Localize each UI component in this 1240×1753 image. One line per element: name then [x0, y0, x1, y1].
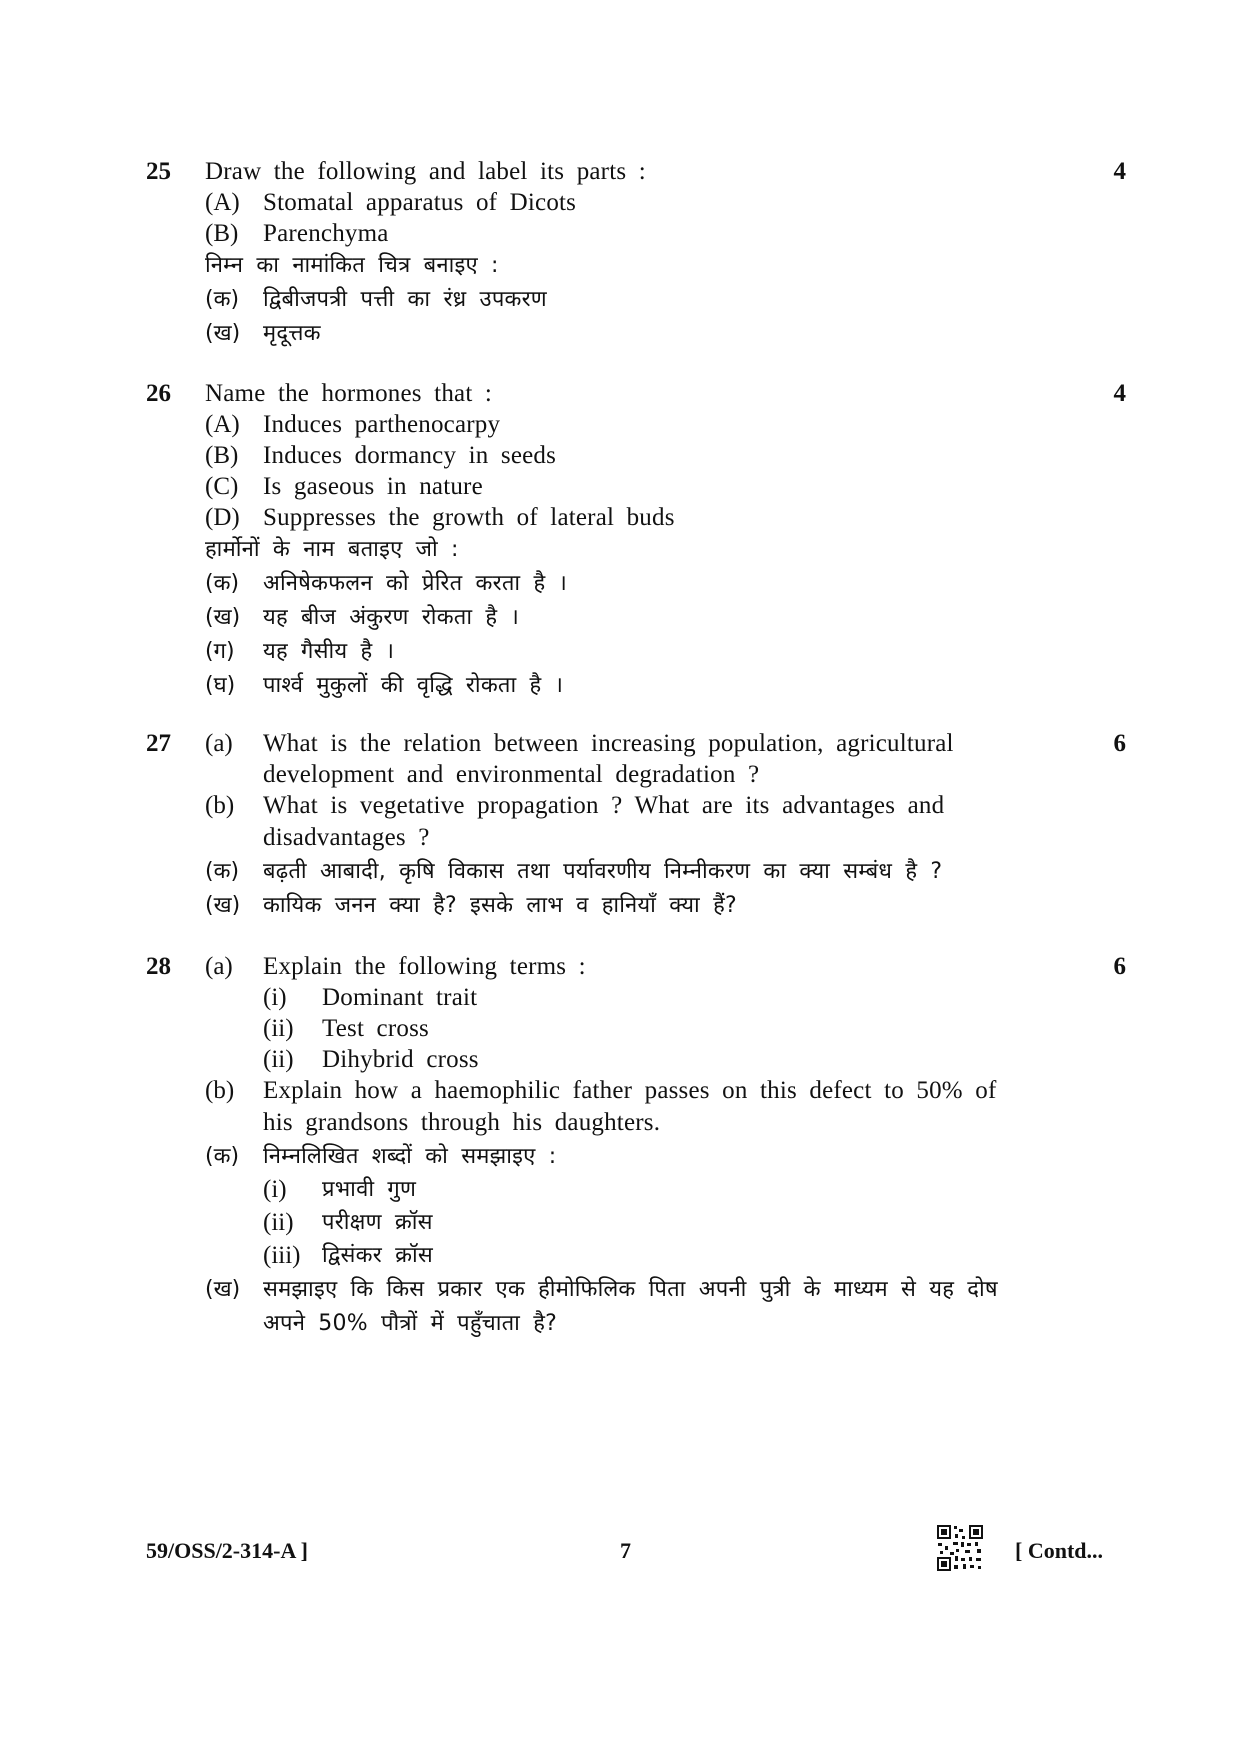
question-marks: 6 — [1113, 953, 1126, 980]
hindi-part-text: बढ़ती आबादी, कृषि विकास तथा पर्यावरणीय निम्नीकरण का क्या सम्बंध है ? — [263, 859, 943, 884]
hindi-option-text: अनिषेकफलन को प्रेरित करता है । — [263, 571, 568, 596]
option-text: Induces dormancy in seeds — [263, 442, 557, 469]
part-label: (a) — [205, 730, 233, 757]
question-number: 26 — [146, 380, 171, 407]
hindi-option-label: (ख) — [205, 321, 241, 346]
option-text: Stomatal apparatus of Dicots — [263, 189, 577, 216]
hindi-option-label: (क) — [205, 287, 240, 312]
option-label: (C) — [205, 473, 239, 500]
hindi-part-text: निम्नलिखित शब्दों को समझाइए : — [263, 1144, 557, 1169]
question-stem: Name the hormones that : — [205, 380, 493, 407]
hindi-subpart-label: (ii) — [263, 1209, 294, 1236]
subpart-text: Dihybrid cross — [322, 1046, 479, 1073]
qr-code-icon — [936, 1524, 984, 1572]
option-label: (B) — [205, 220, 239, 247]
hindi-part-text: समझाइए कि किस प्रकार एक हीमोफिलिक पिता अपनी पुत्री के माध्यम से यह दोष — [263, 1277, 998, 1302]
hindi-subpart-text: द्विसंकर क्रॉस — [322, 1243, 433, 1268]
hindi-option-text: यह गैसीय है । — [263, 639, 395, 664]
subpart-label: (ii) — [263, 1046, 294, 1073]
question-marks: 4 — [1113, 380, 1126, 407]
question-marks: 6 — [1113, 730, 1126, 757]
hindi-option-label: (ख) — [205, 605, 241, 630]
hindi-part-label: (ख) — [205, 1277, 241, 1302]
hindi-option-text: मृदूत्तक — [263, 321, 321, 346]
option-label: (B) — [205, 442, 239, 469]
option-label: (A) — [205, 411, 240, 438]
paper-code: 59/OSS/2-314-A ] — [146, 1538, 308, 1563]
page-number: 7 — [620, 1538, 631, 1563]
hindi-part-label: (क) — [205, 859, 240, 884]
hindi-part-text: कायिक जनन क्या है? इसके लाभ व हानियाँ क्या हैं? — [263, 893, 737, 918]
option-label: (A) — [205, 189, 240, 216]
question-marks: 4 — [1113, 158, 1126, 185]
question-number: 25 — [146, 158, 171, 185]
part-text: What is vegetative propagation ? What are its advantages and — [263, 792, 945, 819]
option-text: Parenchyma — [263, 220, 389, 247]
option-label: (D) — [205, 504, 240, 531]
hindi-option-text: पार्श्व मुकुलों की वृद्धि रोकता है । — [263, 673, 564, 698]
option-text: Suppresses the growth of lateral buds — [263, 504, 675, 531]
subpart-text: Test cross — [322, 1015, 429, 1042]
hindi-option-text: द्विबीजपत्री पत्ती का रंध्र उपकरण — [263, 287, 547, 312]
hindi-subpart-label: (iii) — [263, 1242, 301, 1269]
hindi-subpart-text: परीक्षण क्रॉस — [322, 1210, 433, 1235]
part-label: (b) — [205, 792, 235, 819]
continued-label: [ Contd... — [1015, 1538, 1104, 1563]
question-number: 28 — [146, 953, 171, 980]
subpart-label: (ii) — [263, 1015, 294, 1042]
hindi-part-label: (क) — [205, 1144, 240, 1169]
hindi-option-label: (ग) — [205, 639, 235, 664]
hindi-part-text: अपने 50% पौत्रों में पहुँचाता है? — [263, 1311, 558, 1336]
question-number: 27 — [146, 730, 171, 757]
part-text: development and environmental degradation ? — [263, 761, 760, 788]
part-text: Explain the following terms : — [263, 953, 586, 980]
option-text: Induces parthenocarpy — [263, 411, 501, 438]
hindi-stem: हार्मोनों के नाम बताइए जो : — [205, 537, 459, 562]
part-text: disadvantages ? — [263, 824, 430, 851]
hindi-subpart-label: (i) — [263, 1176, 287, 1203]
hindi-stem: निम्न का नामांकित चित्र बनाइए : — [205, 253, 499, 278]
part-text: What is the relation between increasing population, agricultural — [263, 730, 954, 757]
hindi-part-label: (ख) — [205, 893, 241, 918]
part-label: (a) — [205, 953, 233, 980]
part-text: Explain how a haemophilic father passes on this defect to 50% of — [263, 1077, 997, 1104]
hindi-subpart-text: प्रभावी गुण — [322, 1177, 417, 1202]
question-stem: Draw the following and label its parts : — [205, 158, 646, 185]
subpart-text: Dominant trait — [322, 984, 478, 1011]
hindi-option-text: यह बीज अंकुरण रोकता है । — [263, 605, 520, 630]
option-text: Is gaseous in nature — [263, 473, 483, 500]
hindi-option-label: (क) — [205, 571, 240, 596]
part-text: his grandsons through his daughters. — [263, 1109, 661, 1136]
subpart-label: (i) — [263, 984, 287, 1011]
hindi-option-label: (घ) — [205, 673, 236, 698]
part-label: (b) — [205, 1077, 235, 1104]
